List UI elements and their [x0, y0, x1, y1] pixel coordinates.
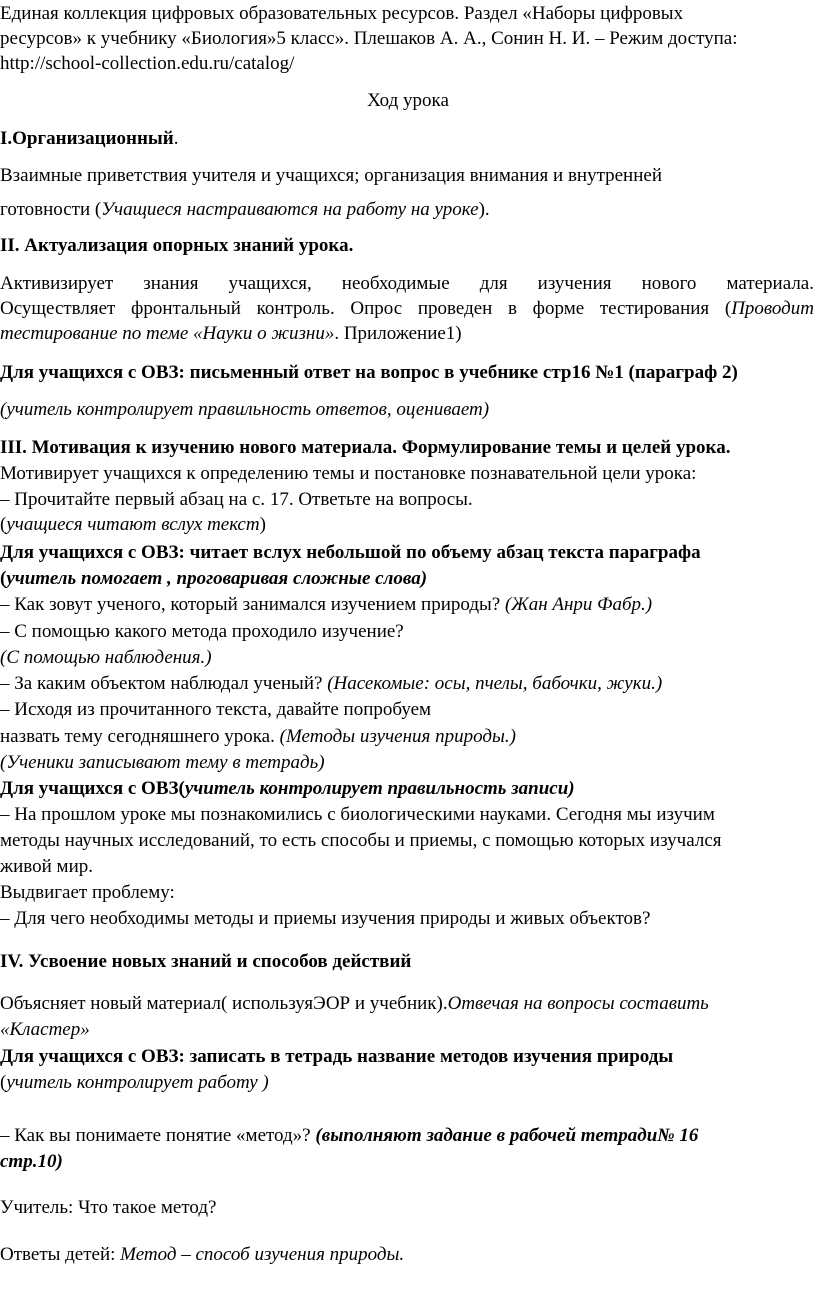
section-3-question-4b-text: назвать тему сегодняшнего урока.	[0, 726, 280, 747]
section-3-ovz-3	[0, 777, 575, 801]
section-3-question-1-answer: (Жан Анри Фабр.)	[504, 594, 653, 615]
section-4-heading	[0, 950, 411, 974]
section-2-ovz-note	[0, 398, 489, 422]
section-4-teacher: Учитель: Что такое метод?	[0, 1197, 217, 1218]
section-4-ovz-note-a: (	[0, 1072, 7, 1093]
section-4-line-1	[0, 992, 709, 1016]
section-3-line-3-italic: учащиеся читают вслух текст	[6, 514, 260, 535]
section-4-line-1-a: Объясняет новый материал( используяЭОР и учебник).	[0, 993, 448, 1014]
section-1-line-2-a: готовности (	[0, 199, 102, 220]
section-3-ovz-1	[0, 541, 701, 565]
section-3-question-4: – Исходя из прочитанного текста, давайте попробуем	[0, 699, 432, 720]
section-3-ovz-2-italic: учитель помогает , проговаривая сложные слова)	[6, 568, 428, 589]
section-4-question-1-task: (выполняют задание в рабочей тетради№ 16	[315, 1125, 699, 1146]
section-4-ovz-note-italic: учитель контролирует работу )	[6, 1072, 269, 1093]
section-4-line-1-italic: Отвечая на вопросы составить	[447, 993, 709, 1014]
source-line-1: Единая коллекция цифровых образовательных ресурсов. Раздел «Наборы цифровых	[0, 3, 684, 24]
section-4-kids-answer-label: Ответы детей:	[0, 1244, 121, 1265]
section-3-question-1	[0, 593, 652, 617]
section-4-ovz-note	[0, 1071, 269, 1095]
section-2-line-2	[0, 297, 814, 321]
section-3-question-2-answer	[0, 646, 212, 670]
section-1-line-2-italic: Учащиеся настраиваются на работу на уроке	[101, 199, 479, 220]
section-3-ovz-3-italic: учитель контролирует правильность записи)	[184, 778, 575, 799]
section-4-ovz-text: Для учащихся с ОВЗ: записать в тетрадь название методов изучения природы	[0, 1046, 674, 1067]
section-3-ovz-2-a: (	[0, 568, 7, 589]
section-2-ovz-note-text: (учитель контролирует правильность ответов, оценивает)	[0, 399, 490, 420]
section-2-line-3-b: . Приложение1)	[334, 323, 462, 344]
section-3-para-4: Выдвигает проблему:	[0, 882, 175, 903]
source-url: http://school-collection.edu.ru/catalog/	[0, 53, 295, 74]
section-4-kids-answer	[0, 1243, 404, 1267]
section-3-question-1-text: – Как зовут ученого, который занимался изучением природы?	[0, 594, 505, 615]
section-4-question-1-cont	[0, 1150, 63, 1174]
section-1-line-1: Взаимные приветствия учителя и учащихся; организация внимания и внутренней	[0, 165, 662, 186]
section-3-para-5: – Для чего необходимы методы и приемы изучения природы и живых объектов?	[0, 908, 651, 929]
section-4-line-2	[0, 1018, 90, 1042]
section-3-question-3-text: – За каким объектом наблюдал ученый?	[0, 673, 328, 694]
section-3-para-2: методы научных исследований, то есть способы и приемы, с помощью которых изучался	[0, 830, 722, 851]
section-2-ovz	[0, 361, 738, 385]
section-3-line-1: Мотивирует учащихся к определению темы и постановке познавательной цели урока:	[0, 463, 697, 484]
section-4-question-1-task-cont: стр.10)	[0, 1151, 63, 1172]
section-3-ovz-1-text: Для учащихся с ОВЗ: читает вслух небольшой по объему абзац текста параграфа	[0, 542, 701, 563]
section-3-line-3-b: )	[259, 514, 266, 535]
section-1-line-2	[0, 198, 490, 222]
section-3-question-4c-text: (Ученики записывают тему в тетрадь)	[0, 752, 325, 773]
section-4-ovz	[0, 1045, 673, 1069]
section-3-para-3: живой мир.	[0, 856, 93, 877]
section-2-ovz-text: Для учащихся с ОВЗ: письменный ответ на вопрос в учебнике стр16 №1 (параграф 2)	[0, 362, 738, 383]
section-3-line-3-a: (	[0, 514, 7, 535]
section-3-heading-text: III. Мотивация к изучению нового материала. Формулирование темы и целей урока.	[0, 437, 731, 458]
section-1-heading	[0, 127, 178, 151]
lesson-title: Ход урока	[367, 90, 449, 111]
section-3-question-3-answer: (Насекомые: осы, пчелы, бабочки, жуки.)	[327, 673, 663, 694]
section-3-para-1: – На прошлом уроке мы познакомились с биологическими науками. Сегодня мы изучим	[0, 804, 715, 825]
section-2-heading-text: II. Актуализация опорных знаний урока.	[0, 235, 354, 256]
section-4-question-1-text: – Как вы понимаете понятие «метод»?	[0, 1125, 316, 1146]
section-1-heading-text: I.Организационный	[0, 128, 174, 149]
section-2-line-1: Активизирует знания учащихся, необходимые для изучения нового материала.	[0, 273, 814, 294]
section-2-line-2-a: Осуществляет фронтальный контроль. Опрос проведен в форме тестирования (	[0, 298, 732, 319]
source-line-2: ресурсов» к учебнику «Биология»5 класс». Плешаков А. А., Сонин Н. И. – Режим доступа:	[0, 28, 738, 49]
section-3-question-4b-answer: (Методы изучения природы.)	[279, 726, 516, 747]
section-1-line-2-b: ).	[478, 199, 490, 220]
section-1-heading-tail: .	[173, 128, 179, 149]
section-3-ovz-2	[0, 567, 427, 591]
section-3-ovz-3-a: Для учащихся с ОВЗ(	[0, 778, 185, 799]
section-3-question-4b	[0, 725, 516, 749]
section-2-line-2-italic: Проводит	[731, 298, 814, 319]
section-4-line-2-italic: «Кластер»	[0, 1019, 90, 1040]
section-3-question-3	[0, 672, 662, 696]
section-4-question-1	[0, 1124, 698, 1148]
section-3-line-2: – Прочитайте первый абзац на с. 17. Ответьте на вопросы.	[0, 489, 473, 510]
section-2-line-3-italic: тестирование по теме «Науки о жизни»	[0, 323, 335, 344]
section-4-heading-text: IV. Усвоение новых знаний и способов действий	[0, 951, 412, 972]
section-3-question-2-answer-text: (С помощью наблюдения.)	[0, 647, 212, 668]
section-2-heading	[0, 234, 353, 258]
section-3-heading	[0, 436, 730, 460]
section-3-line-3	[0, 513, 266, 537]
section-3-question-2: – С помощью какого метода проходило изучение?	[0, 621, 404, 642]
section-2-line-3	[0, 322, 462, 346]
section-3-question-4c	[0, 751, 325, 775]
section-4-kids-answer-text: Метод – способ изучения природы.	[120, 1244, 405, 1265]
